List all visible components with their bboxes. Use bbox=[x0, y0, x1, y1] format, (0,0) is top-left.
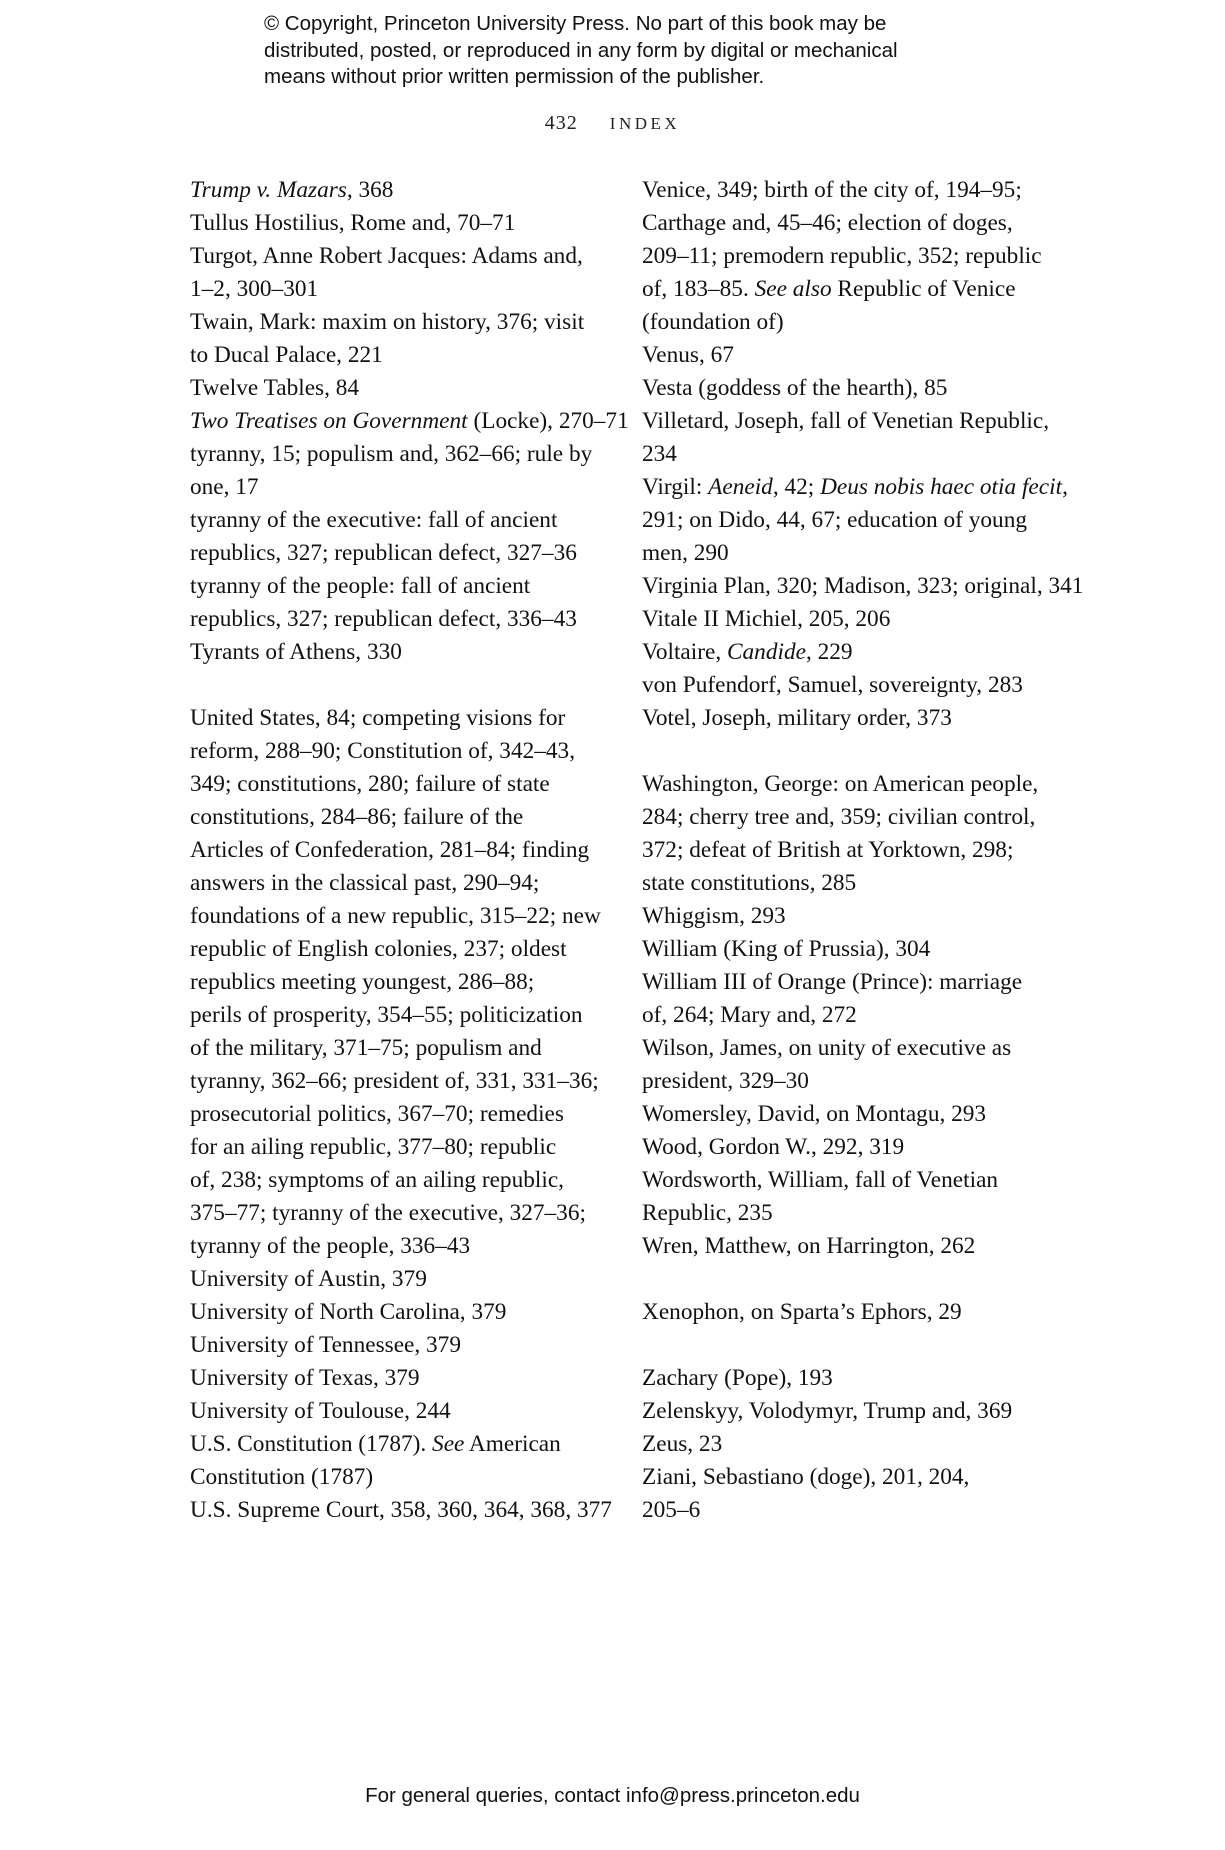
index-entry-line bbox=[642, 966, 1082, 999]
entry-text: for an ailing republic, 377–80; republic bbox=[190, 1134, 557, 1160]
index-entry-line bbox=[190, 504, 610, 537]
index-entry-line bbox=[190, 900, 610, 933]
index-entry-line bbox=[190, 1395, 610, 1428]
index-entry bbox=[190, 207, 610, 240]
running-head bbox=[0, 112, 1225, 135]
index-entry-line bbox=[190, 999, 610, 1032]
index-entry-line bbox=[190, 1131, 610, 1164]
index-entry-line bbox=[190, 537, 610, 570]
index-entry bbox=[190, 1395, 610, 1428]
entry-text: one, 17 bbox=[190, 474, 259, 500]
index-entry-line bbox=[190, 1329, 610, 1362]
index-entry bbox=[642, 1395, 1082, 1428]
index-entry bbox=[190, 306, 610, 372]
index-entry-line bbox=[190, 174, 610, 207]
index-entry bbox=[190, 1263, 610, 1296]
entry-text: 1–2, 300–301 bbox=[190, 276, 319, 302]
index-entry-line bbox=[642, 867, 1082, 900]
index-entry bbox=[642, 966, 1082, 1032]
entry-text: Zachary (Pope), 193 bbox=[642, 1365, 833, 1391]
entry-text: 291; on Dido, 44, 67; education of young bbox=[642, 507, 1028, 533]
entry-text: United States, 84; competing visions for bbox=[190, 705, 566, 731]
index-entry-line bbox=[190, 867, 610, 900]
letter-group-gap bbox=[642, 1263, 1082, 1296]
entry-text: University of Toulouse, 244 bbox=[190, 1398, 451, 1424]
entry-text: Turgot, Anne Robert Jacques: Adams and, bbox=[190, 243, 583, 269]
index-entry-line bbox=[642, 504, 1082, 537]
letter-group-gap bbox=[642, 1329, 1082, 1362]
index-entry-line bbox=[190, 603, 610, 636]
entry-text: Twelve Tables, 84 bbox=[190, 375, 360, 401]
index-entry bbox=[642, 1131, 1082, 1164]
entry-text: tyranny of the people: fall of ancient bbox=[190, 573, 531, 599]
index-entry-line bbox=[642, 933, 1082, 966]
index-entry bbox=[190, 702, 610, 1263]
index-entry-line bbox=[642, 306, 1082, 339]
entry-text: , 42; bbox=[772, 474, 821, 500]
entry-text: , bbox=[1062, 474, 1068, 500]
entry-text: prosecutorial politics, 367–70; remedies bbox=[190, 1101, 564, 1127]
index-entry-line bbox=[642, 1230, 1082, 1263]
entry-text: Constitution (1787) bbox=[190, 1464, 374, 1490]
index-entry bbox=[642, 174, 1082, 339]
index-entry bbox=[642, 1230, 1082, 1263]
index-entry-line bbox=[190, 306, 610, 339]
index-entry-line bbox=[642, 1494, 1082, 1527]
entry-text: Votel, Joseph, military order, 373 bbox=[642, 705, 952, 731]
entry-text: Wilson, James, on unity of executive as bbox=[642, 1035, 1012, 1061]
entry-text: Zeus, 23 bbox=[642, 1431, 723, 1457]
index-entry bbox=[642, 1164, 1082, 1230]
entry-text: Twain, Mark: maxim on history, 376; visit bbox=[190, 309, 585, 335]
entry-text: Tyrants of Athens, 330 bbox=[190, 639, 402, 665]
entry-text: (foundation of) bbox=[642, 309, 784, 335]
index-entry-line bbox=[190, 1362, 610, 1395]
index-entry-line bbox=[190, 1098, 610, 1131]
index-entry-line bbox=[642, 1197, 1082, 1230]
index-entry-line bbox=[642, 603, 1082, 636]
entry-text: U.S. Supreme Court, 358, 360, 364, 368, 377 bbox=[190, 1497, 612, 1523]
index-entry bbox=[190, 504, 610, 570]
entry-text: , 368 bbox=[346, 177, 394, 203]
index-entry-line bbox=[642, 1065, 1082, 1098]
index-entry-line bbox=[190, 1065, 610, 1098]
entry-text: University of Texas, 379 bbox=[190, 1365, 420, 1391]
index-entry-line bbox=[642, 339, 1082, 372]
index-entry-line bbox=[642, 405, 1082, 438]
index-entry-line bbox=[190, 207, 610, 240]
entry-text: Venus, 67 bbox=[642, 342, 734, 368]
index-entry-line bbox=[642, 702, 1082, 735]
entry-text: 349; constitutions, 280; failure of state bbox=[190, 771, 550, 797]
entry-text: Carthage and, 45–46; election of doges, bbox=[642, 210, 1013, 236]
index-entry bbox=[190, 1296, 610, 1329]
index-entry-line bbox=[190, 570, 610, 603]
entry-text: Virginia Plan, 320; Madison, 323; original, 341 bbox=[642, 573, 1084, 599]
entry-text: president, 329–30 bbox=[642, 1068, 809, 1094]
entry-text: state constitutions, 285 bbox=[642, 870, 857, 896]
entry-text: Wordsworth, William, fall of Venetian bbox=[642, 1167, 999, 1193]
index-entry bbox=[642, 603, 1082, 636]
entry-text: University of Austin, 379 bbox=[190, 1266, 427, 1292]
index-entry bbox=[190, 405, 629, 438]
entry-text: 205–6 bbox=[642, 1497, 701, 1523]
entry-text: tyranny of the executive: fall of ancient bbox=[190, 507, 558, 533]
entry-text: Womersley, David, on Montagu, 293 bbox=[642, 1101, 987, 1127]
index-entry-line bbox=[642, 372, 1082, 405]
index-entry-line bbox=[642, 174, 1082, 207]
index-entry-line bbox=[642, 1362, 1082, 1395]
index-entry-line bbox=[642, 240, 1082, 273]
index-entry-line bbox=[190, 372, 610, 405]
entry-text: Washington, George: on American people, bbox=[642, 771, 1039, 797]
index-entry-line bbox=[642, 669, 1082, 702]
copyright-notice bbox=[264, 11, 984, 91]
index-entry bbox=[642, 1461, 1082, 1527]
page-number: 432 bbox=[544, 112, 578, 134]
entry-text: University of Tennessee, 379 bbox=[190, 1332, 461, 1358]
italic-title: See bbox=[432, 1431, 465, 1457]
index-entry-line bbox=[642, 438, 1082, 471]
entry-text: U.S. Constitution (1787). bbox=[190, 1431, 433, 1457]
index-entry bbox=[642, 570, 1082, 603]
entry-text: (Locke), 270–71 bbox=[467, 408, 629, 434]
index-entry-line bbox=[190, 966, 610, 999]
italic-title: See also bbox=[754, 276, 832, 302]
entry-text: republics, 327; republican defect, 327–36 bbox=[190, 540, 577, 566]
page-title: INDEX bbox=[609, 114, 681, 133]
index-entry-line bbox=[642, 570, 1084, 603]
index-entry-line bbox=[642, 768, 1082, 801]
index-entry-line bbox=[642, 471, 1082, 504]
entry-text: tyranny, 362–66; president of, 331, 331–36; bbox=[190, 1068, 599, 1094]
index-entry bbox=[642, 339, 1082, 372]
index-entry-line bbox=[190, 834, 610, 867]
italic-title: Two Treatises on Government bbox=[190, 408, 468, 434]
italic-title: Trump v. Mazars bbox=[190, 177, 347, 203]
index-entry-line bbox=[642, 834, 1082, 867]
entry-text: University of North Carolina, 379 bbox=[190, 1299, 507, 1325]
footer-contact: For general queries, contact info@press.princeton.edu bbox=[365, 1784, 860, 1807]
index-entry bbox=[190, 240, 610, 306]
entry-text: of, 264; Mary and, 272 bbox=[642, 1002, 857, 1028]
index-entry-line bbox=[190, 1263, 610, 1296]
index-entry-line bbox=[642, 801, 1082, 834]
entry-text: Virgil: bbox=[642, 474, 709, 500]
index-entry-line bbox=[190, 438, 610, 471]
index-entry-line bbox=[642, 1296, 1082, 1329]
entry-text: 234 bbox=[642, 441, 677, 467]
entry-text: Republic, 235 bbox=[642, 1200, 773, 1226]
entry-text: William (King of Prussia), 304 bbox=[642, 936, 931, 962]
entry-text: Zelenskyy, Volodymyr, Trump and, 369 bbox=[642, 1398, 1013, 1424]
index-entry-line bbox=[642, 999, 1082, 1032]
index-entry bbox=[642, 669, 1082, 702]
entry-text: Voltaire, bbox=[642, 639, 727, 665]
index-entry-line bbox=[642, 537, 1082, 570]
index-entry-line bbox=[642, 1032, 1082, 1065]
entry-text: perils of prosperity, 354–55; politicization bbox=[190, 1002, 583, 1028]
index-entry-line bbox=[190, 933, 610, 966]
italic-title: Deus nobis haec otia fecit bbox=[820, 474, 1063, 500]
index-entry bbox=[190, 636, 610, 669]
entry-text: Vitale II Michiel, 205, 206 bbox=[642, 606, 891, 632]
index-entry bbox=[190, 174, 610, 207]
index-entry-line bbox=[190, 801, 610, 834]
entry-text: Whiggism, 293 bbox=[642, 903, 786, 929]
entry-text: of the military, 371–75; populism and bbox=[190, 1035, 542, 1061]
index-entry-line bbox=[190, 1164, 610, 1197]
entry-text: Xenophon, on Sparta’s Ephors, 29 bbox=[642, 1299, 962, 1325]
index-entry-line bbox=[642, 636, 1082, 669]
copyright-line: distributed, posted, or reproduced in any form by digital or mechanical bbox=[264, 38, 898, 62]
entry-text: 209–11; premodern republic, 352; republic bbox=[642, 243, 1042, 269]
index-entry bbox=[642, 372, 1082, 405]
entry-text: 375–77; tyranny of the executive, 327–36; bbox=[190, 1200, 586, 1226]
entry-text: , 229 bbox=[805, 639, 853, 665]
index-entry-line bbox=[190, 1197, 610, 1230]
index-entry-line bbox=[190, 405, 629, 438]
index-entry-line bbox=[190, 1494, 612, 1527]
entry-text: republic of English colonies, 237; oldest bbox=[190, 936, 567, 962]
index-entry-line bbox=[642, 1461, 1082, 1494]
index-entry bbox=[642, 702, 1082, 735]
index-entry bbox=[642, 405, 1082, 471]
index-entry-line bbox=[642, 273, 1082, 306]
letter-group-gap bbox=[642, 735, 1082, 768]
index-entry bbox=[190, 438, 610, 504]
index-entry bbox=[642, 1428, 1082, 1461]
entry-text: Republic of Venice bbox=[831, 276, 1016, 302]
entry-text: republics, 327; republican defect, 336–43 bbox=[190, 606, 577, 632]
entry-text: Venice, 349; birth of the city of, 194–95; bbox=[642, 177, 1022, 203]
index-entry-line bbox=[642, 1131, 1082, 1164]
entry-text: republics meeting youngest, 286–88; bbox=[190, 969, 535, 995]
index-entry-line bbox=[190, 240, 610, 273]
index-entry-line bbox=[190, 1032, 610, 1065]
entry-text: American bbox=[464, 1431, 561, 1457]
entry-text: to Ducal Palace, 221 bbox=[190, 342, 383, 368]
index-entry-line bbox=[190, 1461, 610, 1494]
entry-text: William III of Orange (Prince): marriage bbox=[642, 969, 1023, 995]
index-entry bbox=[642, 1098, 1082, 1131]
entry-text: Ziani, Sebastiano (doge), 201, 204, bbox=[642, 1464, 970, 1490]
entry-text: Tullus Hostilius, Rome and, 70–71 bbox=[190, 210, 516, 236]
index-entry bbox=[190, 1428, 610, 1494]
entry-text: constitutions, 284–86; failure of the bbox=[190, 804, 524, 830]
entry-text: foundations of a new republic, 315–22; new bbox=[190, 903, 601, 929]
entry-text: tyranny, 15; populism and, 362–66; rule by bbox=[190, 441, 593, 467]
entry-text: Articles of Confederation, 281–84; finding bbox=[190, 837, 590, 863]
index-entry-line bbox=[190, 1296, 610, 1329]
index-entry-line bbox=[190, 339, 610, 372]
index-entry bbox=[190, 372, 610, 405]
index-entry bbox=[642, 933, 1082, 966]
entry-text: Vesta (goddess of the hearth), 85 bbox=[642, 375, 948, 401]
entry-text: tyranny of the people, 336–43 bbox=[190, 1233, 471, 1259]
index-entry bbox=[642, 1296, 1082, 1329]
index-entry bbox=[190, 1329, 610, 1362]
index-entry-line bbox=[190, 636, 610, 669]
index-entry-line bbox=[642, 1098, 1082, 1131]
index-entry-line bbox=[642, 1395, 1082, 1428]
entry-text: of, 238; symptoms of an ailing republic, bbox=[190, 1167, 564, 1193]
index-entry bbox=[642, 768, 1082, 900]
entry-text: of, 183–85. bbox=[642, 276, 755, 302]
index-entry bbox=[642, 1032, 1082, 1098]
entry-text: Wren, Matthew, on Harrington, 262 bbox=[642, 1233, 976, 1259]
index-entry bbox=[190, 1362, 610, 1395]
index-column-right bbox=[642, 174, 1082, 1527]
index-entry-line bbox=[642, 900, 1082, 933]
index-entry-line bbox=[190, 735, 610, 768]
index-entry-line bbox=[190, 768, 610, 801]
index-entry-line bbox=[190, 273, 610, 306]
index-entry-line bbox=[190, 471, 610, 504]
copyright-line: © Copyright, Princeton University Press. No part of this book may be bbox=[264, 12, 887, 35]
index-entry-line bbox=[642, 207, 1082, 240]
entry-text: 372; defeat of British at Yorktown, 298; bbox=[642, 837, 1014, 863]
index-entry-line bbox=[642, 1428, 1082, 1461]
entry-text: answers in the classical past, 290–94; bbox=[190, 870, 540, 896]
index-entry bbox=[642, 1362, 1082, 1395]
letter-group-gap bbox=[190, 669, 610, 702]
italic-title: Candide bbox=[726, 639, 806, 665]
entry-text: Wood, Gordon W., 292, 319 bbox=[642, 1134, 905, 1160]
index-entry bbox=[642, 471, 1082, 570]
entry-text: reform, 288–90; Constitution of, 342–43, bbox=[190, 738, 576, 764]
index-entry bbox=[642, 900, 1082, 933]
index-entry bbox=[190, 570, 610, 636]
entry-text: 284; cherry tree and, 359; civilian control, bbox=[642, 804, 1036, 830]
index-entry-line bbox=[190, 1230, 610, 1263]
copyright-line: means without prior written permission of the publisher. bbox=[264, 65, 765, 88]
entry-text: men, 290 bbox=[642, 540, 729, 566]
index-entry-line bbox=[190, 1428, 610, 1461]
index-entry-line bbox=[190, 702, 610, 735]
index-entry-line bbox=[642, 1164, 1082, 1197]
index-column-left bbox=[190, 174, 629, 1527]
entry-text: Villetard, Joseph, fall of Venetian Republic, bbox=[642, 408, 1050, 434]
entry-text: von Pufendorf, Samuel, sovereignty, 283 bbox=[642, 672, 1023, 698]
index-entry bbox=[642, 636, 1082, 669]
italic-title: Aeneid bbox=[708, 474, 773, 500]
index-entry bbox=[190, 1494, 610, 1527]
